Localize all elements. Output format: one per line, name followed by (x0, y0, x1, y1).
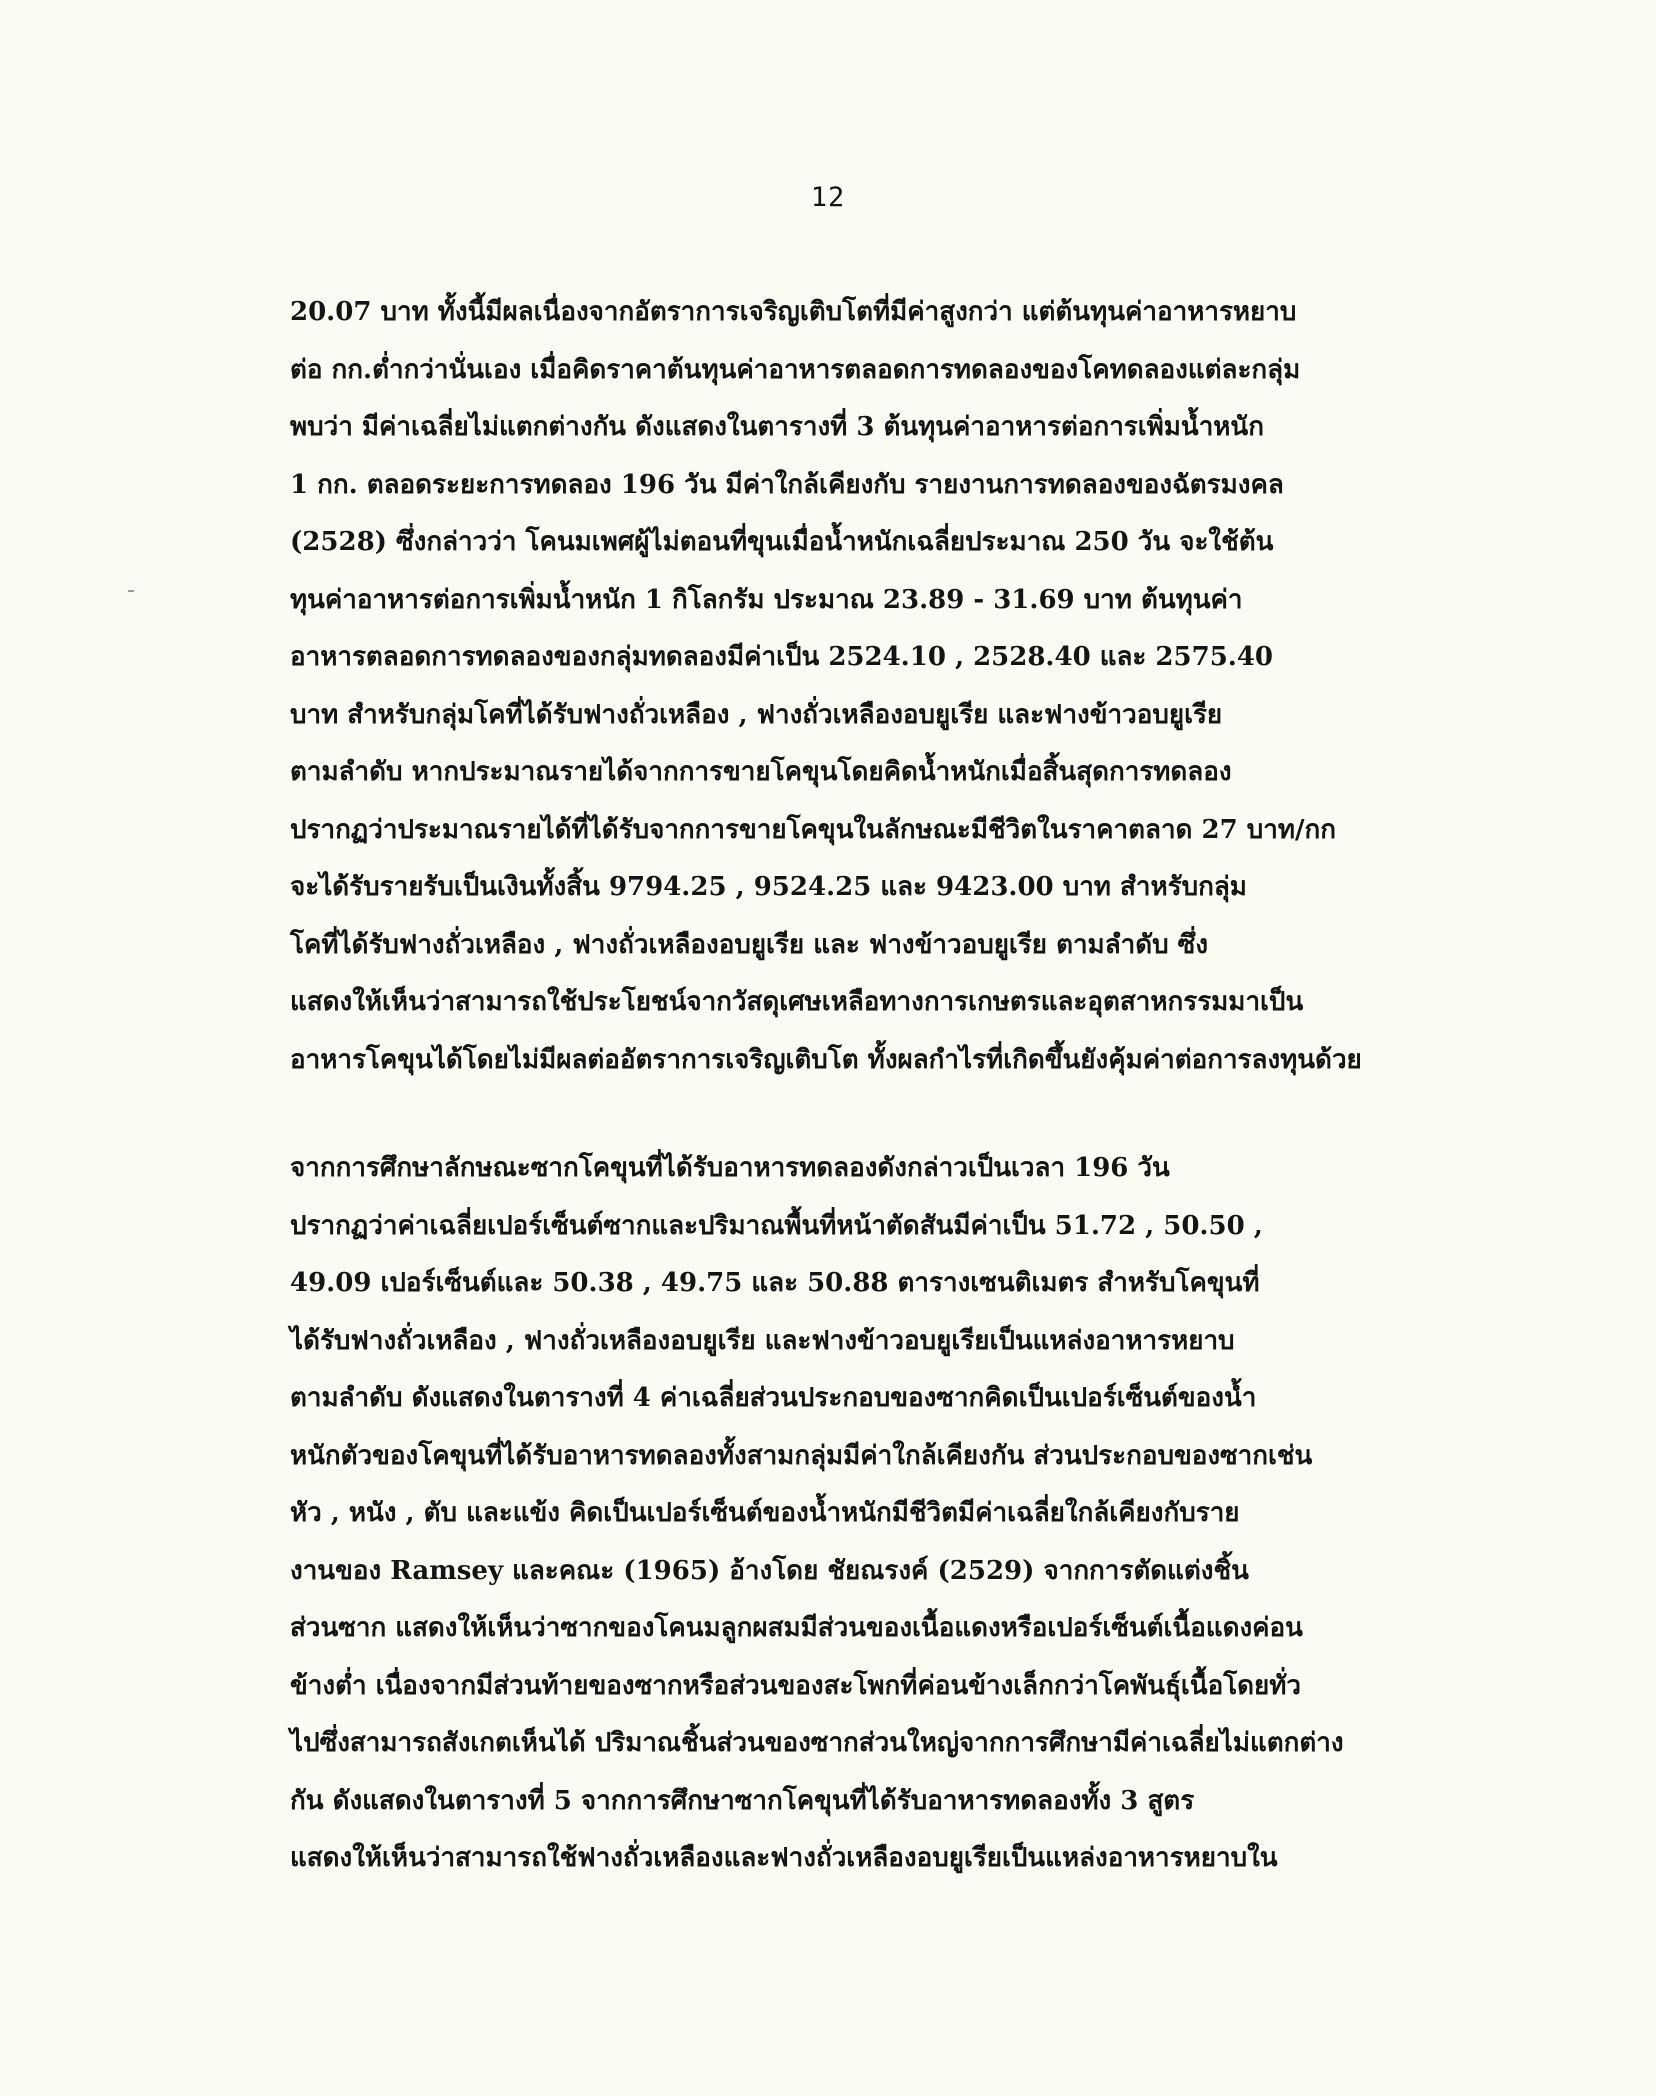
text-line: จากการศึกษาลักษณะซากโคขุนที่ได้รับอาหารทดลองดังกล่าวเป็นเวลา 196 วัน (290, 1153, 1170, 1183)
text-line: ส่วนซาก แสดงให้เห็นว่าซากของโคนมลูกผสมมีส่วนของเนื้อแดงหรือเปอร์เซ็นต์เนื้อแดงค่อน (290, 1613, 1303, 1643)
text-line: 20.07 บาท ทั้งนี้มีผลเนื่องจากอัตราการเจริญเติบโตที่มีค่าสูงกว่า แต่ต้นทุนค่าอาหารหยาบ (290, 297, 1297, 327)
paragraph-feed-cost (290, 284, 1430, 1089)
text-line: อาหารตลอดการทดลองของกลุ่มทดลองมีค่าเป็น 2524.10 , 2528.40 และ 2575.40 (290, 642, 1274, 672)
text-line: แสดงให้เห็นว่าสามารถใช้ฟางถั่วเหลืองและฟางถั่วเหลืองอบยูเรียเป็นแหล่งอาหารหยาบใน (290, 1843, 1278, 1873)
text-line: พบว่า มีค่าเฉลี่ยไม่แตกต่างกัน ดังแสดงในตารางที่ 3 ต้นทุนค่าอาหารต่อการเพิ่มน้ำหนัก (290, 412, 1264, 442)
text-line: กัน ดังแสดงในตารางที่ 5 จากการศึกษาซากโคขุนที่ได้รับอาหารทดลองทั้ง 3 สูตร (290, 1785, 1195, 1816)
text-line: ตามลำดับ ดังแสดงในตารางที่ 4 ค่าเฉลี่ยส่วนประกอบของซากคิดเป็นเปอร์เซ็นต์ของน้ำ (290, 1383, 1257, 1413)
text-line: ได้รับฟางถั่วเหลือง , ฟางถั่วเหลืองอบยูเรีย และฟางข้าวอบยูเรียเป็นแหล่งอาหารหยาบ (290, 1325, 1235, 1356)
scan-speck (128, 590, 134, 592)
text-line: ไปซึ่งสามารถสังเกตเห็นได้ ปริมาณชิ้นส่วนของซากส่วนใหญ่จากการศึกษามีค่าเฉลี่ยไม่แตกต่าง (290, 1728, 1344, 1758)
text-line: หนักตัวของโคขุนที่ได้รับอาหารทดลองทั้งสามกลุ่มมีค่าใกล้เคียงกัน ส่วนประกอบของซากเช่น (290, 1440, 1313, 1471)
text-line: ต่อ กก.ต่ำกว่านั่นเอง เมื่อคิดราคาต้นทุนค่าอาหารตลอดการทดลองของโคทดลองแต่ละกลุ่ม (290, 354, 1301, 385)
text-line: ปรากฏว่าค่าเฉลี่ยเปอร์เซ็นต์ซากและปริมาณพื้นที่หน้าตัดสันมีค่าเป็น 51.72 , 50.50 , (290, 1210, 1263, 1241)
text-line: โคที่ได้รับฟางถั่วเหลือง , ฟางถั่วเหลืองอบยูเรีย และ ฟางข้าวอบยูเรีย ตามลำดับ ซึ่ง (290, 929, 1209, 960)
page-number: 12 (810, 182, 846, 213)
text-line: ข้างต่ำ เนื่องจากมีส่วนท้ายของซากหรือส่วนของสะโพกที่ค่อนข้างเล็กกว่าโคพันธุ์เนื้อโดยทั่ว (290, 1670, 1302, 1701)
text-line: แสดงให้เห็นว่าสามารถใช้ประโยชน์จากวัสดุเศษเหลือทางการเกษตรและอุตสาหกรรมมาเป็น (290, 987, 1304, 1017)
text-line: ตามลำดับ หากประมาณรายได้จากการขายโคขุนโดยคิดน้ำหนักเมื่อสิ้นสุดการทดลอง (290, 757, 1232, 787)
paragraph-carcass-traits (290, 1140, 1430, 1888)
text-line: บาท สำหรับกลุ่มโคที่ได้รับฟางถั่วเหลือง , ฟางถั่วเหลืองอบยูเรีย และฟางข้าวอบยูเรีย (290, 699, 1223, 730)
text-line: หัว , หนัง , ตับ และแข้ง คิดเป็นเปอร์เซ็นต์ของน้ำหนักมีชีวิตมีค่าเฉลี่ยใกล้เคียงกับราย (290, 1498, 1240, 1528)
text-line: ปรากฏว่าประมาณรายได้ที่ได้รับจากการขายโคขุนในลักษณะมีชีวิตในราคาตลาด 27 บาท/กก (290, 814, 1336, 845)
text-line: 49.09 เปอร์เซ็นต์และ 50.38 , 49.75 และ 50.88 ตารางเซนติเมตร สำหรับโคขุนที่ (290, 1268, 1260, 1298)
text-line: จะได้รับรายรับเป็นเงินทั้งสิ้น 9794.25 , 9524.25 และ 9423.00 บาท สำหรับกลุ่ม (290, 872, 1247, 902)
text-line: (2528) ซึ่งกล่าวว่า โคนมเพศผู้ไม่ตอนที่ขุนเมื่อน้ำหนักเฉลี่ยประมาณ 250 วัน จะใช้ต้น (290, 527, 1274, 557)
text-line: 1 กก. ตลอดระยะการทดลอง 196 วัน มีค่าใกล้เคียงกับ รายงานการทดลองของฉัตรมงคล (290, 469, 1284, 500)
text-line: งานของ Ramsey และคณะ (1965) อ้างโดย ชัยณรงค์ (2529) จากการตัดแต่งชิ้น (290, 1555, 1249, 1586)
text-line: ทุนค่าอาหารต่อการเพิ่มน้ำหนัก 1 กิโลกรัม ประมาณ 23.89 - 31.69 บาท ต้นทุนค่า (290, 584, 1243, 615)
text-line: อาหารโคขุนได้โดยไม่มีผลต่ออัตราการเจริญเติบโต ทั้งผลกำไรที่เกิดขึ้นยังคุ้มค่าต่อการลงทุนด้วย (290, 1044, 1362, 1075)
